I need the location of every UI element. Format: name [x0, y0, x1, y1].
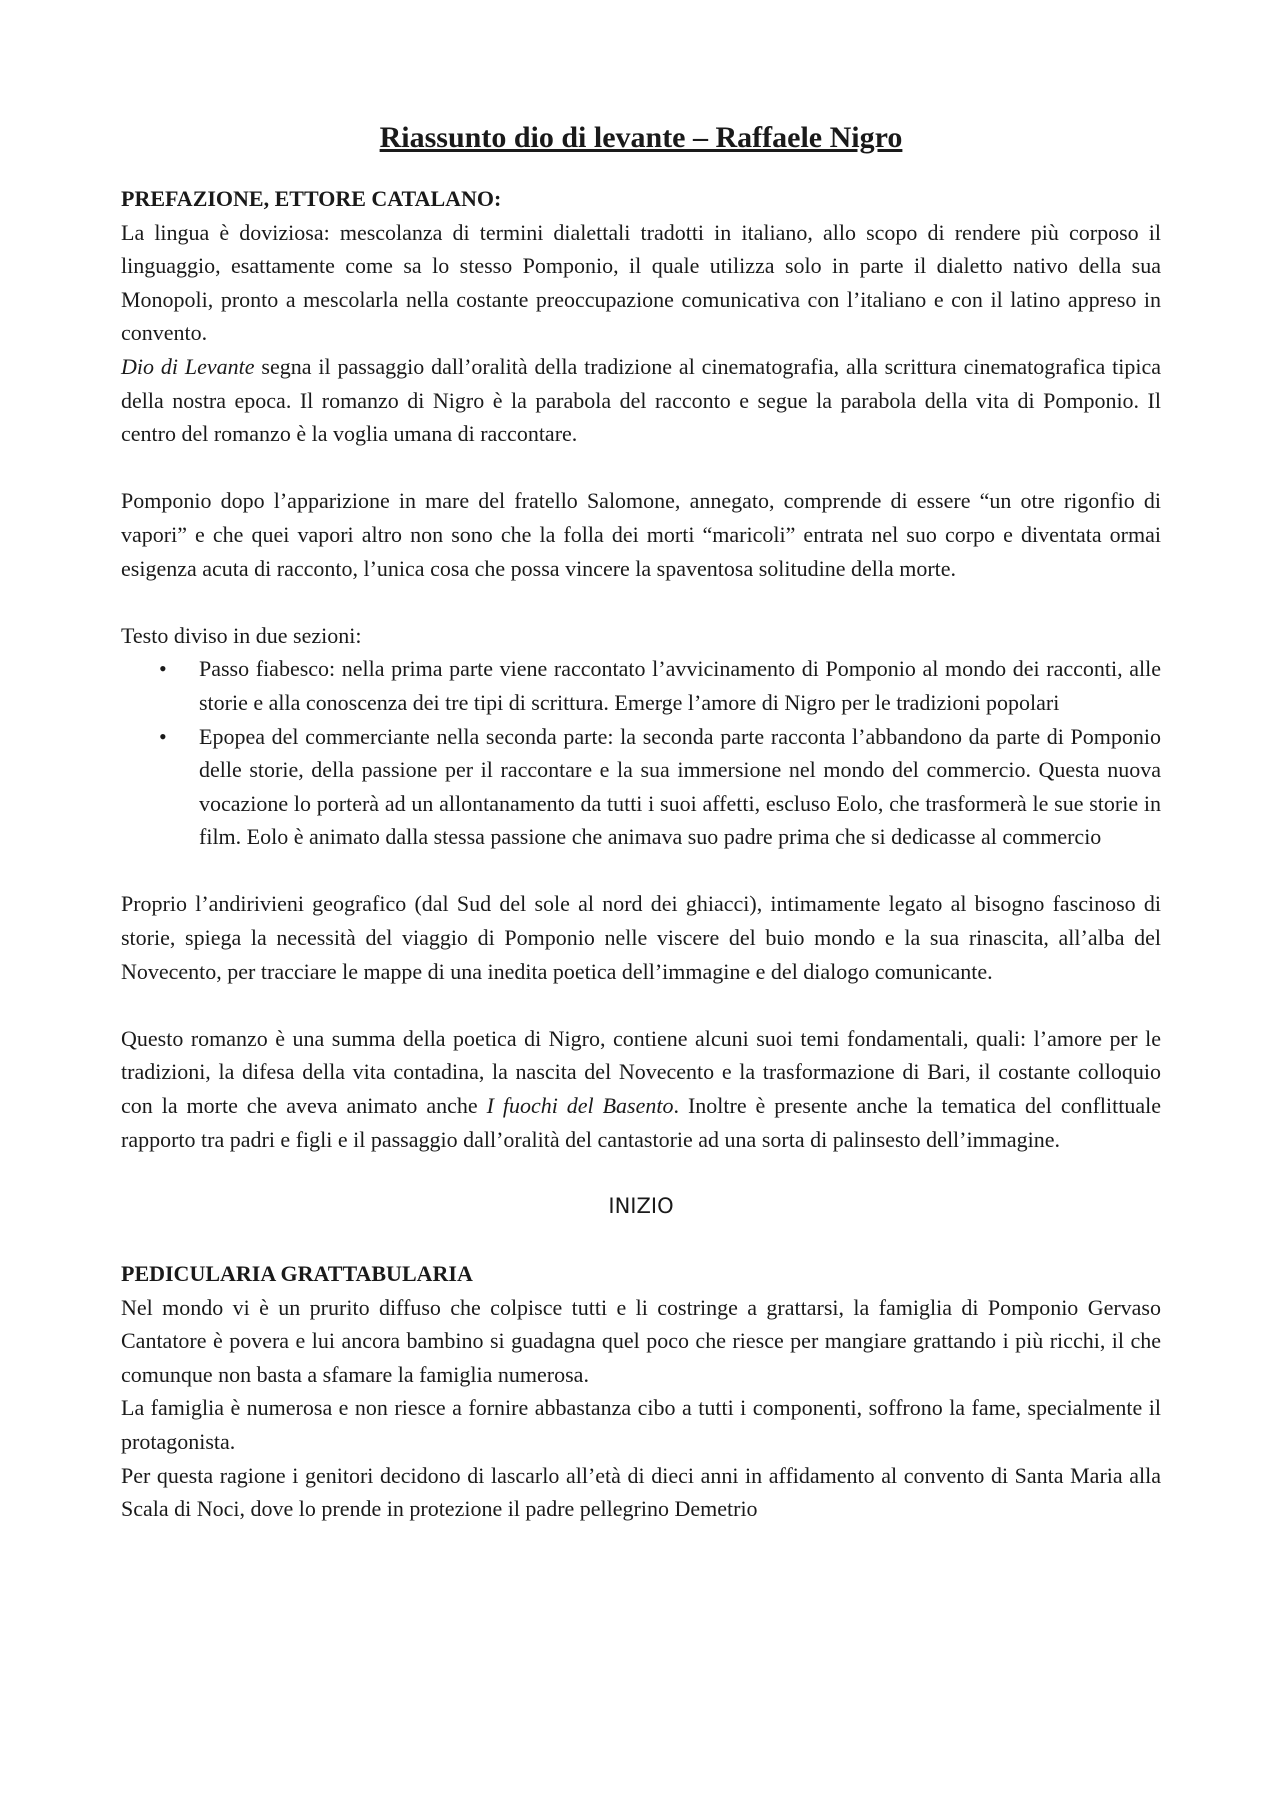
section-heading-pedicularia: PEDICULARIA GRATTABULARIA [121, 1261, 473, 1286]
list-intro: Testo diviso in due sezioni: [121, 622, 362, 648]
book-title-italic: Dio di Levante [121, 353, 255, 379]
list-item: • Epopea del commerciante nella seconda parte: la seconda parte racconta l’abbandono da parte di Pomponio delle storie, della passione per il raccontare e la sua immersione nel mondo del commercio. Questa nuova vocazione lo porterà ad un allontanamento da tutti i suoi affetti, escluso Eolo, che trasformerà le sue storie in film. Eolo è animato dalla stessa passione che animava suo padre prima che si dedicasse al commercio [121, 720, 1161, 854]
paragraph: Proprio l’andirivieni geografico (dal Sud del sole al nord dei ghiacci), intimamente legato al bisogno fascinoso di storie, spiega la necessità del viaggio di Pomponio nelle viscere del buio mondo e la sua rinascita, all’alba del Novecento, per tracciare le mappe di una inedita poetica dell’immagine e del dialogo comunicante. [121, 891, 1161, 984]
paragraph: Nel mondo vi è un prurito diffuso che colpisce tutti e li costringe a grattarsi, la famiglia di Pomponio Gervaso Cantatore è povera e lui ancora bambino si guadagna quel poco che riesce per mangiare grattando i più ricchi, il che comunque non basta a sfamare la famiglia numerosa. [121, 1294, 1161, 1387]
book-title-italic: I fuochi del Basento [486, 1093, 674, 1119]
paragraph: Questo romanzo è una summa della poetica di Nigro, contiene alcuni suoi temi fondamentali, quali: l’amore per le tradizioni, la difesa della vita contadina, la nascita del Novecento e la trasformazione di Bari, il costante colloquio con la morte che aveva animato anche I fuochi del Basento. Inoltre è presente anche la tematica del conflittuale rapporto tra padri e figli e il passaggio dall’oralità del cantastorie ad una sorta di palinsesto dell’immagine. [121, 1025, 1162, 1152]
paragraph: Pomponio dopo l’apparizione in mare del fratello Salomone, annegato, comprende di essere “un otre rigonfio di vapori” e che quei vapori altro non sono che la folla dei morti “maricoli” entrata nel suo corpo e diventata ormai esigenza acuta di racconto, l’unica cosa che possa vincere la spaventosa solitudine della morte. [121, 488, 1161, 581]
bullet-icon: • [159, 723, 167, 749]
document-page [121, 118, 1161, 1526]
section-heading-prefazione: PREFAZIONE, ETTORE CATALANO: [121, 186, 502, 211]
paragraph: La lingua è doviziosa: mescolanza di termini dialettali tradotti in italiano, allo scopo di rendere più corposo il linguaggio, esattamente come sa lo stesso Pomponio, il quale utilizza solo in parte il dialetto nativo della sua Monopoli, pronto a mescolarla nella costante preoccupazione comunicativa con l’italiano e con il latino appreso in convento. [121, 219, 1161, 346]
center-heading-inizio: INIZIO [608, 1193, 674, 1218]
document-title: Riassunto dio di levante – Raffaele Nigro [379, 121, 903, 154]
bullet-icon: • [159, 656, 167, 682]
paragraph: Dio di Levante segna il passaggio dall’oralità della tradizione al cinematografia, alla scrittura cinematografica tipica della nostra epoca. Il romanzo di Nigro è la parabola del racconto e segue la parabola della vita di Pomponio. Il centro del romanzo è la voglia umana di raccontare. [121, 353, 1161, 447]
paragraph: La famiglia è numerosa e non riesce a fornire abbastanza cibo a tutti i componenti, soffrono la fame, specialmente il protagonista. [121, 1395, 1161, 1454]
list-item: • Passo fiabesco: nella prima parte viene raccontato l’avvicinamento di Pomponio al mondo dei racconti, alle storie e alla conoscenza dei tre tipi di scrittura. Emerge l’amore di Nigro per le tradizioni popolari [121, 652, 1161, 719]
bullet-list [121, 652, 1161, 854]
paragraph: Per questa ragione i genitori decidono di lascarlo all’età di dieci anni in affidamento al convento di Santa Maria alla Scala di Noci, dove lo prende in protezione il padre pellegrino Demetrio [121, 1462, 1161, 1522]
